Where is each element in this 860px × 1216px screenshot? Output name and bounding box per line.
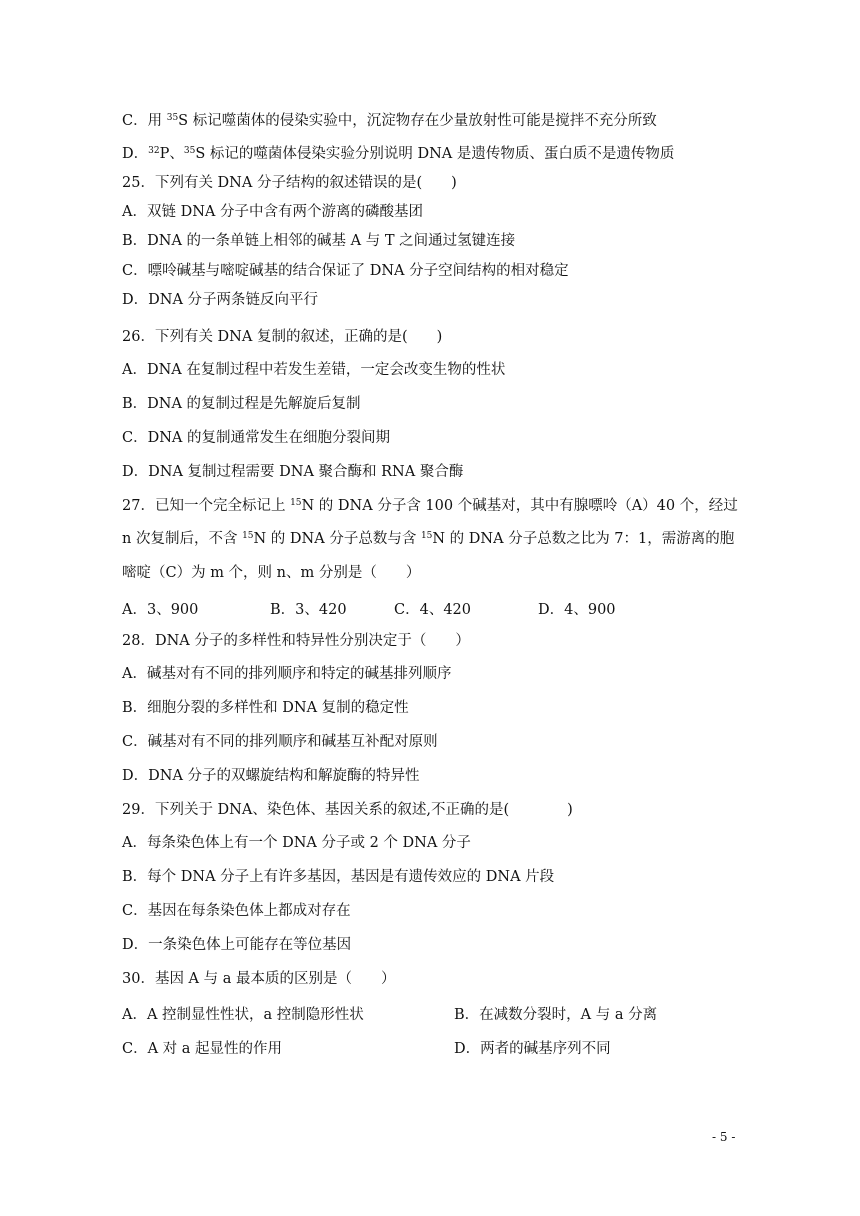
q28-option-c: C．碱基对有不同的排列顺序和碱基互补配对原则 [122,734,438,750]
q24-option-c: C．用 $^{35}$S 标记噬菌体的侵染实验中，沉淀物存在少量放射性可能是搅拌不充分所致 [122,113,657,129]
q26-option-b: B．DNA 的复制过程是先解旋后复制 [122,396,361,412]
q26-stem: 26．下列有关 DNA 复制的叙述，正确的是( ) [122,329,443,345]
q25-option-d: D．DNA 分子两条链反向平行 [122,292,319,308]
q27-stem-line-2: n 次复制后，不含 $^{15}$N 的 DNA 分子总数与含 $^{15}$N 的 DNA 分子总数之比为 7：1，需游离的胞 [122,531,735,547]
q27-option-a: A．3、900 [122,602,199,618]
q28-option-a: A．碱基对有不同的排列顺序和特定的碱基排列顺序 [122,666,452,682]
q25-option-a: A．双链 DNA 分子中含有两个游离的磷酸基团 [122,204,423,220]
q26-option-d: D．DNA 复制过程需要 DNA 聚合酶和 RNA 聚合酶 [122,464,464,480]
q28-option-d: D．DNA 分子的双螺旋结构和解旋酶的特异性 [122,768,420,784]
q30-option-a: A．A 控制显性性状，a 控制隐形性状 [122,1007,364,1023]
q29-option-a: A．每条染色体上有一个 DNA 分子或 2 个 DNA 分子 [122,835,471,851]
page-number: - 5 - [712,1130,736,1144]
q27-stem-line-1: 27．已知一个完全标记上 $^{15}$N 的 DNA 分子含 100 个碱基对，其中有腺嘌呤（A）40 个，经过 [122,498,738,514]
q30-option-c: C．A 对 a 起显性的作用 [122,1041,283,1057]
q27-option-b: B．3、420 [270,602,347,618]
q27-stem-line-3: 嘧啶（C）为 m 个，则 n、m 分别是（ ） [122,565,421,581]
q27-option-d: D．4、900 [538,602,616,618]
q29-stem: 29．下列关于 DNA、染色体、基因关系的叙述,不正确的是( ) [122,802,573,818]
q27-option-c: C．4、420 [394,602,471,618]
q25-option-c: C．嘌呤碱基与嘧啶碱基的结合保证了 DNA 分子空间结构的相对稳定 [122,263,569,279]
q28-option-b: B．细胞分裂的多样性和 DNA 复制的稳定性 [122,700,409,716]
q28-stem: 28．DNA 分子的多样性和特异性分别决定于（ ） [122,633,470,649]
q30-stem: 30．基因 A 与 a 最本质的区别是（ ） [122,971,396,987]
q30-option-b: B．在减数分裂时，A 与 a 分离 [454,1007,658,1023]
q26-option-c: C．DNA 的复制通常发生在细胞分裂间期 [122,430,390,446]
q30-option-d: D．两者的碱基序列不同 [454,1041,611,1057]
q29-option-c: C．基因在每条染色体上都成对存在 [122,903,351,919]
q29-option-b: B．每个 DNA 分子上有许多基因，基因是有遗传效应的 DNA 片段 [122,869,555,885]
q26-option-a: A．DNA 在复制过程中若发生差错，一定会改变生物的性状 [122,362,506,378]
q25-stem: 25．下列有关 DNA 分子结构的叙述错误的是( ) [122,175,457,191]
q29-option-d: D．一条染色体上可能存在等位基因 [122,937,352,953]
q24-option-d: D．$^{32}$P、$^{35}$S 标记的噬菌体侵染实验分别说明 DNA 是遗传物质、蛋白质不是遗传物质 [122,146,675,162]
q25-option-b: B．DNA 的一条单链上相邻的碱基 A 与 T 之间通过氢键连接 [122,233,516,249]
